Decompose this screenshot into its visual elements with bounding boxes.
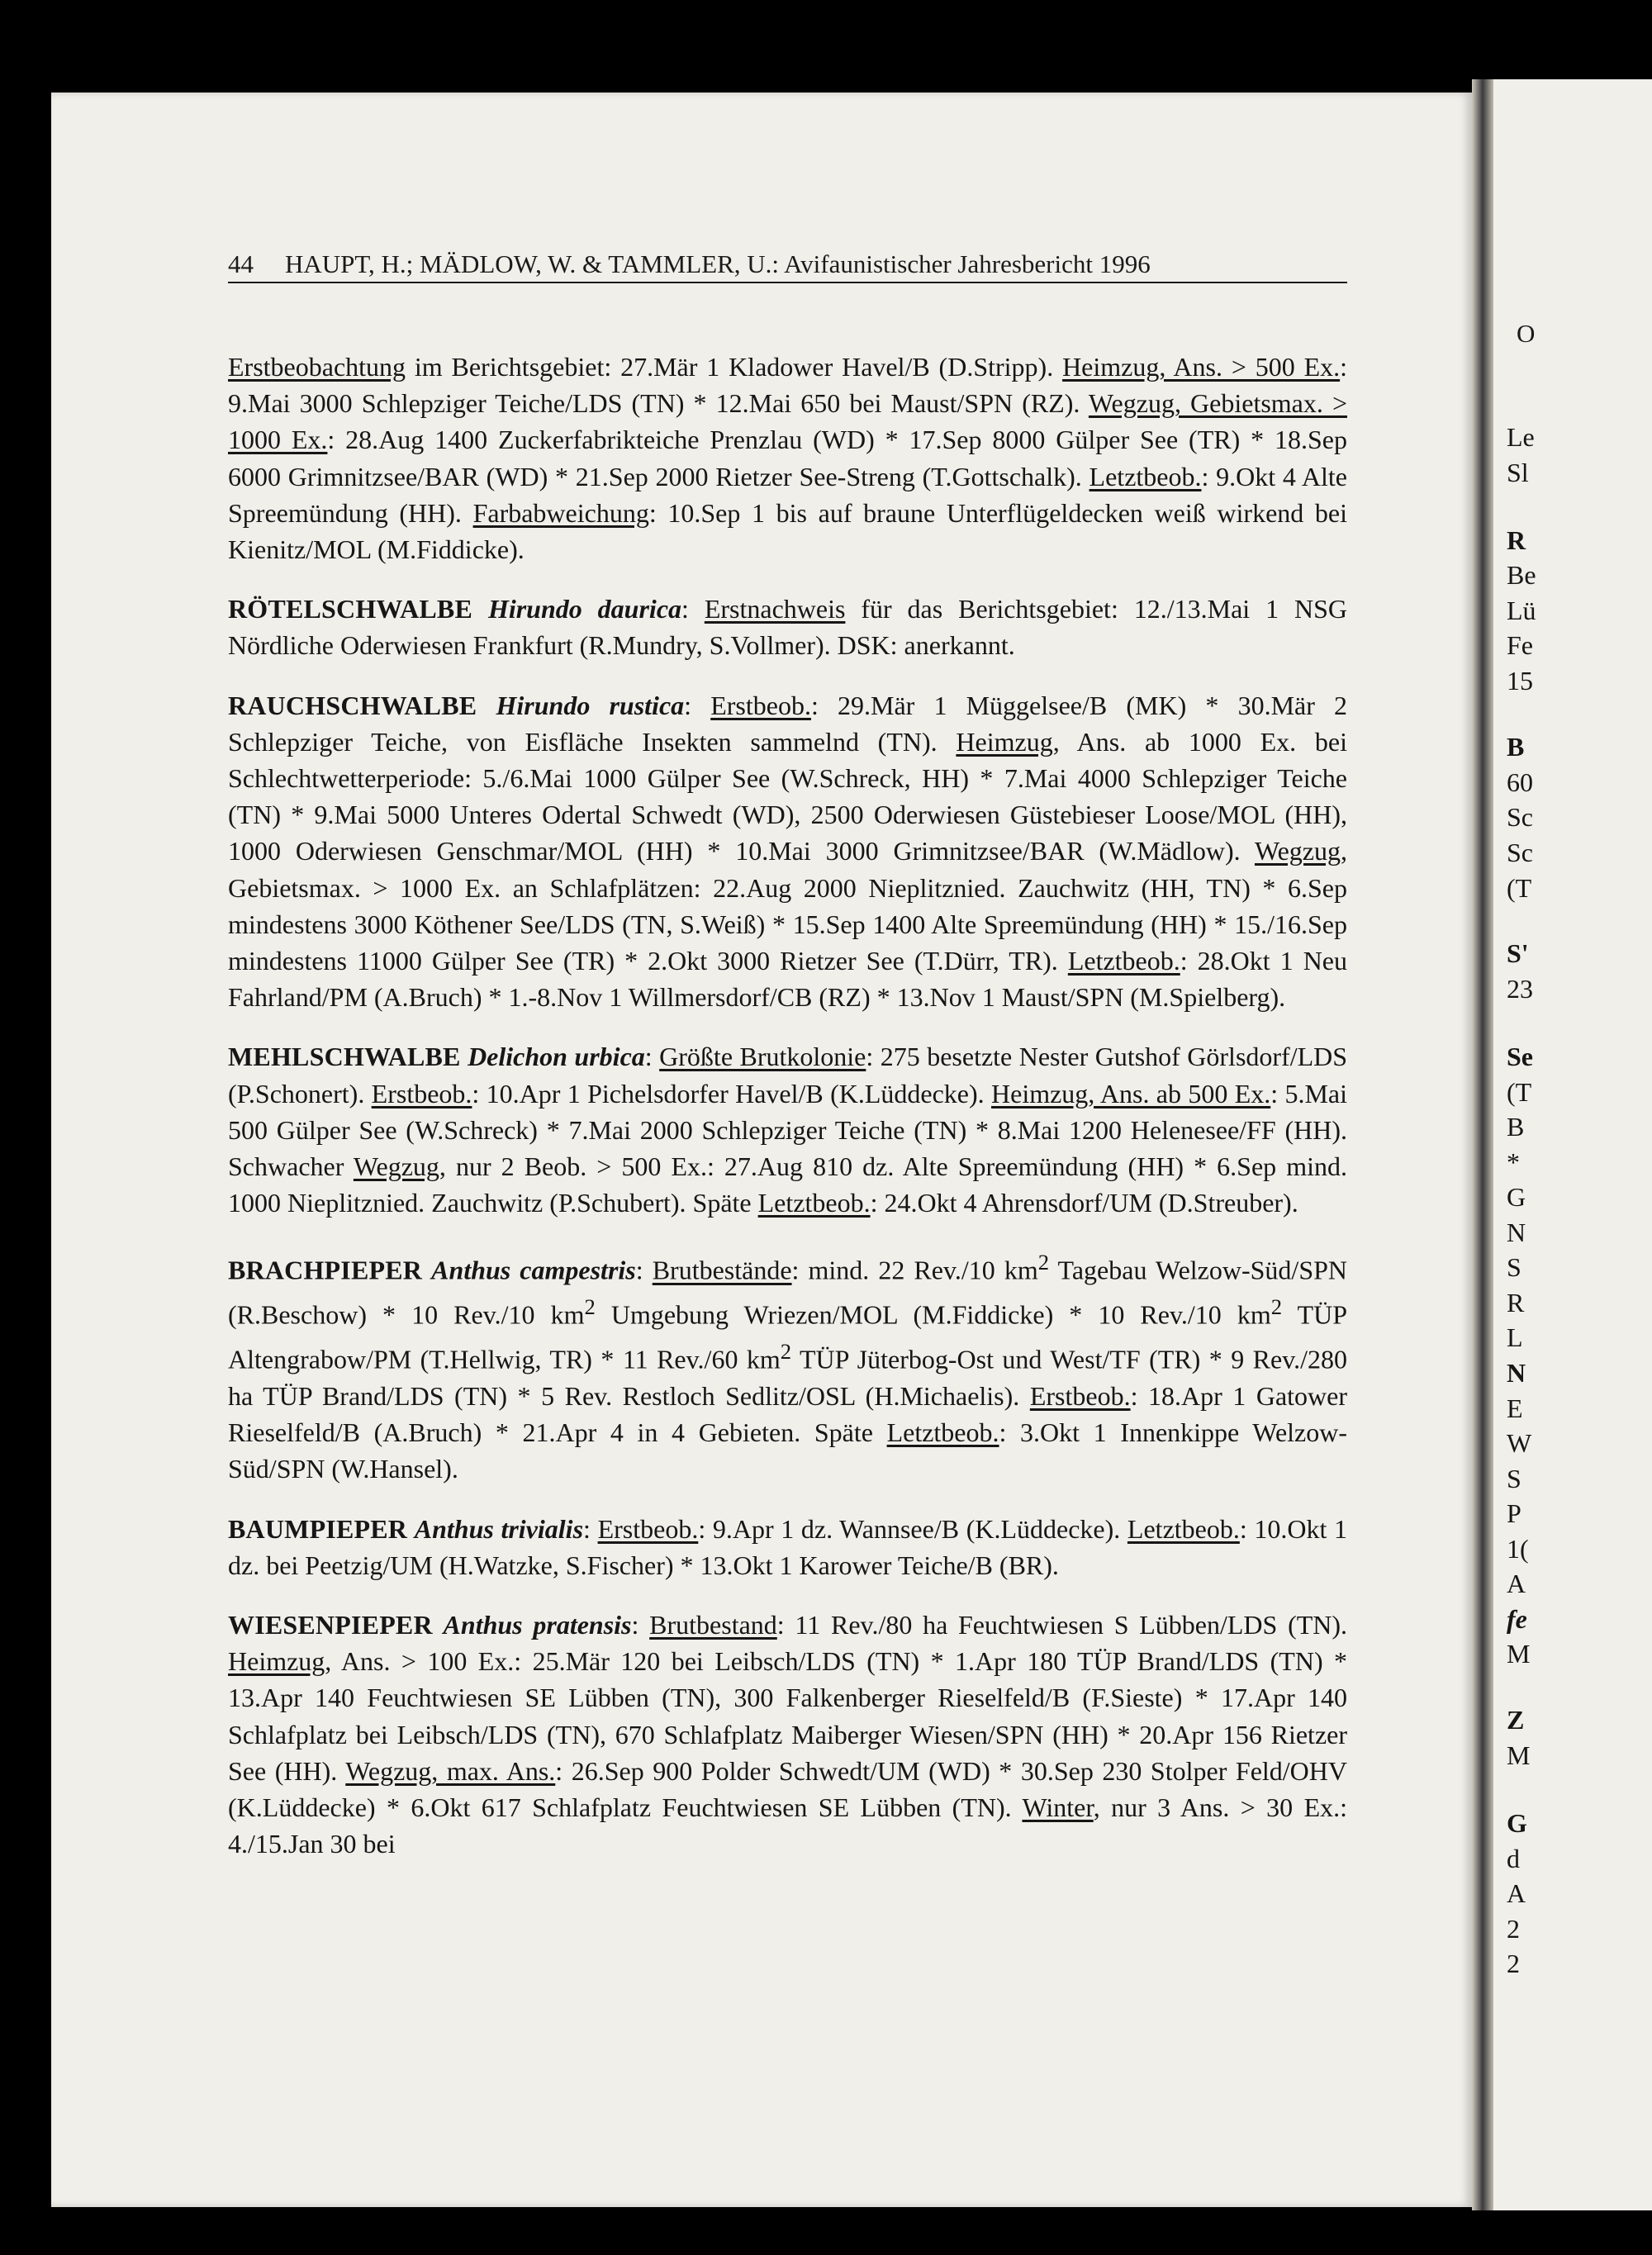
entry-text: : 26.Sep 900 Polder Schwedt/UM (WD) * 30.Sep 230 Stolper Feld/OHV (K.Lüddecke) * 6.Okt 617 Schlafplatz Feuchtwiesen SE Lübben (TN).: [228, 1755, 1348, 1823]
term-label: Erstbeob.: [1029, 1381, 1131, 1412]
entry-rauchschwalbe: RAUCHSCHWALBE Hirundo rustica: Erstbeob.: 29.Mär 1 Müggelsee/B (MK) * 30.Mär 2 Schlepziger Teiche, von Eisfläche Insekten sammelnd (TN). Heimzug, Ans. ab 1000 Ex. bei Schlechtwetterperiode: 5./6.Mai 1000 Gülper See (W.Schreck, HH) * 7.Mai 4000 Schlepziger Teiche (TN) * 9.Mai 5000 Unteres Odertal Schwedt (WD), 2500 Oderwiesen Güstebieser Loose/MOL (HH), 1000 Oderwiesen Genschmar/MOL (HH) * 10.Mai 3000 Grimnitzsee/BAR (W.Mädlow). Wegzug, Gebietsmax. > 1000 Ex. an Schlafplätzen: 22.Aug 2000 Nieplitznied. Zauchwitz (HH, TN) * 6.Sep mindestens 3000 Köthener See/LDS (TN, S.Weiß) * 15.Sep 1400 Alte Spreemündung (HH) * 15./16.Sep mindestens 11000 Gülper See (TR) * 2.Okt 3000 Rietzer See (T.Dürr, TR). Letztbeob.: 28.Okt 1 Neu Fahrland/PM (A.Bruch) * 1.-8.Nov 1 Willmersdorf/CB (RZ) * 13.Nov 1 Maust/SPN (M.Spielberg).: [228, 690, 1348, 1013]
entry-text: : 28.Okt 1 Neu Fahrland/PM (A.Bruch) * 1.-8.Nov 1 Willmersdorf/CB (RZ) * 13.Nov 1 Maust/SPN (M.Spielberg).: [228, 946, 1348, 1013]
right-page-line-fragment: 1(: [1507, 1534, 1529, 1564]
term-label: Letztbeob.: [1089, 461, 1202, 491]
superscript: 2: [1270, 1294, 1283, 1320]
entry-text: : 29.Mär 1 Müggelsee/B (MK) * 30.Mär 2 Schlepziger Teiche, von Eisfläche Insekten sammelnd (TN).: [228, 690, 1348, 757]
entry-text: : 10.Okt 1 dz. bei Peetzig/UM (H.Watzke, S.Fischer) * 13.Okt 1 Karower Teiche/B (BR).: [228, 1513, 1348, 1580]
right-page-line-fragment: G: [1507, 1182, 1526, 1212]
entry-text: Umgebung Wriezen/MOL (M.Fiddicke) * 10 Rev./10 km: [595, 1299, 1271, 1330]
superscript: 2: [780, 1339, 792, 1365]
right-page-line-fragment: d: [1507, 1844, 1520, 1873]
entry-text: : 11 Rev./80 ha Feuchtwiesen S Lübben/LDS (TN).: [776, 1610, 1348, 1640]
entry-roetelschwalbe: RÖTELSCHWALBE Hirundo daurica: Erstnachweis für das Berichtsgebiet: 12./13.Mai 1 NSG Nördliche Oderwiesen Frankfurt (R.Mundry, S.Vollmer). DSK: anerkannt.: [228, 594, 1347, 661]
species-name: RAUCHSCHWALBE: [228, 690, 477, 720]
right-page-line-fragment: M: [1507, 1639, 1531, 1669]
right-page-line-fragment: Be: [1507, 560, 1536, 590]
entry-text: : 10.Sep 1 bis auf braune Unterflügeldecken weiß wirkend bei Kienitz/MOL (M.Fiddicke).: [228, 497, 1348, 565]
entry-text: : 28.Aug 1400 Zuckerfabrikteiche Prenzlau (WD) * 17.Sep 8000 Gülper See (TR) * 18.Sep 6000 Grimnitzsee/BAR (WD) * 21.Sep 2000 Rietzer See-Streng (T.Gottschalk).: [228, 425, 1348, 491]
right-page-line-fragment: Le: [1507, 422, 1535, 452]
entry-text: : 9.Mai 3000 Schlepziger Teiche/LDS (TN) * 12.Mai 650 bei Maust/SPN (RZ).: [228, 352, 1348, 419]
right-page-line-fragment: N: [1507, 1218, 1526, 1247]
right-page-line-fragment: Sl: [1507, 458, 1529, 487]
right-page-line-fragment: Fe: [1507, 630, 1533, 660]
right-page-header-fragment: O: [1517, 319, 1536, 348]
entry-baumpieper: BAUMPIEPER Anthus trivialis: Erstbeob.: 9.Apr 1 dz. Wannsee/B (K.Lüddecke). Letztbeob.: 10.Okt 1 dz. bei Peetzig/UM (H.Watzke, S.Fischer) * 13.Okt 1 Karower Teiche/B (BR).: [228, 1513, 1348, 1580]
term-label: Heimzug: [228, 1646, 325, 1677]
term-label: Erstbeob.: [371, 1078, 472, 1109]
term-label: Erstbeob.: [710, 690, 811, 720]
right-page-line-fragment: Sc: [1507, 802, 1533, 832]
right-page-line-fragment: Sc: [1507, 838, 1533, 867]
right-page-line-fragment: M: [1507, 1740, 1531, 1770]
entry-text: TÜP Jüterbog-Ost und West/TF (TR) * 9 Rev./280 ha TÜP Brand/LDS (TN) * 5 Rev. Restloch Sedlitz/OSL (H.Michaelis).: [228, 1344, 1348, 1412]
right-page-line-fragment: *: [1507, 1147, 1520, 1177]
entry-text: : 10.Apr 1 Pichelsdorfer Havel/B (K.Lüddecke).: [472, 1078, 991, 1109]
term-label: Größte Brutkolonie: [659, 1042, 866, 1072]
book-gutter: [1472, 79, 1493, 2210]
right-page-line-fragment: (T: [1507, 873, 1532, 903]
entry-text: TÜP Altengrabow/PM (T.Hellwig, TR) * 11 Rev./60 km: [228, 1299, 1348, 1374]
right-page-line-fragment: B: [1507, 1112, 1525, 1142]
entry-wiesenpieper: WIESENPIEPER Anthus pratensis: Brutbestand: 11 Rev./80 ha Feuchtwiesen S Lübben/LDS (TN). Heimzug, Ans. > 100 Ex.: 25.Mär 120 bei Leibsch/LDS (TN) * 1.Apr 180 TÜP Brand/LDS (TN) * 13.Apr 140 Feuchtwiesen SE Lübben (TN), 300 Falkenberger Rieselfeld/B (F.Sieste) * 17.Apr 140 Schlafplatz bei Leibsch/LDS (TN), 670 Schlafplatz Maiberger Wiesen/SPN (HH) * 20.Apr 156 Rietzer See (HH). Wegzug, max. Ans.: 26.Sep 900 Polder Schwedt/UM (WD) * 30.Sep 230 Stolper Feld/OHV (K.Lüddecke) * 6.Okt 617 Schlafplatz Feuchtwiesen SE Lübben (TN). Winter, nur 3 Ans. > 30 Ex.: 4./15.Jan 30 bei: [228, 1610, 1348, 1859]
entry-intro: [228, 349, 1347, 567]
term-label: Letztbeob.: [886, 1417, 999, 1448]
right-page-line-fragment: E: [1507, 1393, 1523, 1423]
term-label: Wegzug: [353, 1151, 439, 1182]
right-page-edge: [1493, 79, 1652, 2210]
species-name: RÖTELSCHWALBE: [228, 594, 473, 624]
entry-text: : 24.Okt 4 Ahrensdorf/UM (D.Streuber).: [870, 1188, 1298, 1218]
right-page-line-fragment: P: [1507, 1498, 1521, 1528]
term-label: Heimzug: [956, 726, 1053, 757]
term-label: Erstnachweis: [704, 594, 846, 624]
species-scientific-name: Anthus pratensis: [443, 1610, 632, 1640]
term-label: Farbabweichung: [472, 497, 649, 528]
term-label: Wegzug, Gebietsmax. > 1000 Ex.: [228, 388, 1348, 455]
right-page-line-fragment: A: [1507, 1878, 1526, 1908]
species-name: BRACHPIEPER: [228, 1256, 423, 1286]
right-page-line-fragment: (T: [1507, 1077, 1532, 1107]
right-page-line-fragment: 2: [1507, 1914, 1520, 1944]
right-page-line-fragment: L: [1507, 1322, 1523, 1352]
species-scientific-name: Anthus trivialis: [414, 1513, 584, 1544]
page-number: 44: [228, 249, 254, 278]
term-label: Letztbeob.: [1127, 1513, 1240, 1544]
entry-text: : 3.Okt 1 Innenkippe Welzow-Süd/SPN (W.Hansel).: [228, 1417, 1348, 1484]
term-label: Erstbeobachtung: [228, 352, 406, 382]
entry-text: , nur 3 Ans. > 30 Ex.: 4./15.Jan 30 bei: [228, 1792, 1348, 1859]
term-label: Erstbeob.: [597, 1513, 699, 1544]
right-page-line-fragment: S: [1507, 1252, 1521, 1282]
term-label: Letztbeob.: [757, 1188, 871, 1218]
entry-text: : 9.Apr 1 dz. Wannsee/B (K.Lüddecke).: [698, 1513, 1127, 1544]
right-page-line-fragment: fe: [1507, 1604, 1527, 1634]
right-page-line-fragment: 15: [1507, 666, 1533, 695]
entry-text: für das Berichtsgebiet: 12./13.Mai 1 NSG Nördliche Oderwiesen Frankfurt (R.Mundry, S.Vollmer). DSK: anerkannt.: [228, 594, 1347, 661]
right-page-line-fragment: 60: [1507, 767, 1533, 797]
entry-text: , nur 2 Beob. > 500 Ex.: 27.Aug 810 dz. Alte Spreemündung (HH) * 6.Sep mind. 1000 Nieplitznied. Zauchwitz (P.Schubert). Späte: [228, 1151, 1348, 1218]
entry-text: : 5.Mai 500 Gülper See (W.Schreck) * 7.Mai 2000 Schlepziger Teiche (TN) * 8.Mai 1200 Helenesee/FF (HH). Schwacher: [228, 1078, 1348, 1182]
entry-text: , Ans. ab 1000 Ex. bei Schlechtwetterperiode: 5./6.Mai 1000 Gülper See (W.Schreck, HH) * 7.Mai 4000 Schlepziger Teiche (TN) * 9.Mai 5000 Unteres Odertal Schwedt (WD), 2500 Oderwiesen Güstebieser Loose/MOL (HH), 1000 Oderwiesen Genschmar/MOL (HH) * 10.Mai 3000 Grimnitzsee/BAR (W.Mädlow).: [228, 726, 1348, 866]
header-title: HAUPT, H.; MÄDLOW, W. & TAMMLER, U.: Avifaunistischer Jahresbericht 1996: [285, 249, 1151, 278]
right-page-line-fragment: W: [1507, 1428, 1532, 1458]
entry-text: : 18.Apr 1 Gatower Rieselfeld/B (A.Bruch) * 21.Apr 4 in 4 Gebieten. Späte: [228, 1381, 1348, 1448]
right-page-line-fragment: Se: [1507, 1042, 1533, 1071]
species-scientific-name: Hirundo daurica: [487, 594, 682, 624]
right-page-line-fragment: B: [1507, 732, 1525, 762]
term-label: Wegzug, max. Ans.: [345, 1755, 556, 1786]
species-name: WIESENPIEPER: [228, 1610, 433, 1640]
term-label: Wegzug: [1254, 836, 1341, 866]
species-name: BAUMPIEPER: [228, 1513, 408, 1544]
term-label: Heimzug, Ans. ab 500 Ex.: [991, 1078, 1271, 1109]
right-page-line-fragment: S': [1507, 938, 1529, 968]
right-page-line-fragment: Z: [1507, 1705, 1525, 1735]
entry-text: im Berichtsgebiet: 27.Mär 1 Kladower Havel/B (D.Stripp).: [406, 352, 1063, 382]
right-page-line-fragment: R: [1507, 525, 1526, 555]
right-page-line-fragment: G: [1507, 1808, 1527, 1838]
term-label: Letztbeob.: [1067, 946, 1180, 976]
species-name: MEHLSCHWALBE: [228, 1042, 461, 1072]
entry-text: : 275 besetzte Nester Gutshof Görlsdorf/LDS (P.Schonert).: [228, 1042, 1348, 1109]
running-header: [228, 249, 1347, 283]
species-scientific-name: Hirundo rustica: [496, 690, 685, 720]
right-page-line-fragment: Lü: [1507, 596, 1536, 625]
right-page-line-fragment: A: [1507, 1569, 1526, 1598]
term-label: Brutbestände: [652, 1256, 792, 1286]
term-label: Winter: [1022, 1792, 1094, 1823]
right-page-line-fragment: S: [1507, 1464, 1521, 1493]
entry-text: , Gebietsmax. > 1000 Ex. an Schlafplätzen: 22.Aug 2000 Nieplitznied. Zauchwitz (HH, TN) * 6.Sep mindestens 3000 Köthener See/LDS (TN, S.Weiß) * 15.Sep 1400 Alte Spreemündung (HH) * 15./16.Sep mindestens 11000 Gülper See (TR) * 2.Okt 3000 Rietzer See (T.Dürr, TR).: [228, 836, 1347, 976]
entry-text: : mind. 22 Rev./10 km: [791, 1256, 1038, 1286]
entry-text: : 9.Okt 4 Alte Spreemündung (HH).: [228, 461, 1348, 528]
entry-mehlschwalbe: MEHLSCHWALBE Delichon urbica: Größte Brutkolonie: 275 besetzte Nester Gutshof Görlsdorf/LDS (P.Schonert). Erstbeob.: 10.Apr 1 Pichelsdorfer Havel/B (K.Lüddecke). Heimzug, Ans. ab 500 Ex.: 5.Mai 500 Gülper See (W.Schreck) * 7.Mai 2000 Schlepziger Teiche (TN) * 8.Mai 1200 Helenesee/FF (HH). Schwacher Wegzug, nur 2 Beob. > 500 Ex.: 27.Aug 810 dz. Alte Spreemündung (HH) * 6.Sep mind. 1000 Nieplitznied. Zauchwitz (P.Schubert). Späte Letztbeob.: 24.Okt 4 Ahrensdorf/UM (D.Streuber).: [228, 1042, 1348, 1218]
right-page-line-fragment: 23: [1507, 974, 1533, 1004]
right-page-line-fragment: R: [1507, 1288, 1525, 1317]
term-label: Brutbestand: [649, 1610, 777, 1640]
entry-text: , Ans. > 100 Ex.: 25.Mär 120 bei Leibsch/LDS (TN) * 1.Apr 180 TÜP Brand/LDS (TN) * 13.Apr 140 Feuchtwiesen SE Lübben (TN), 300 Falkenberger Rieselfeld/B (F.Sieste) * 17.Apr 140 Schlafplatz bei Leibsch/LDS (TN), 670 Schlafplatz Maiberger Wiesen/SPN (HH) * 20.Apr 156 Rietzer See (HH).: [228, 1646, 1347, 1786]
superscript: 2: [584, 1294, 596, 1320]
species-scientific-name: Delichon urbica: [468, 1042, 645, 1072]
entry-brachpieper: BRACHPIEPER Anthus campestris: Brutbestände: mind. 22 Rev./10 $km^2$ Tagebau Welzow-Süd/SPN (R.Beschow) * 10 Rev./10 $km^2$ Umgebung Wriezen/MOL (M.Fiddicke) * 10 Rev./10 $km^2$ TÜP Altengrabow/PM (T.Hellwig, TR) * 11 Rev./60 $km^2$ TÜP Jüterbog-Ost und West/TF (TR) * 9 Rev./280 ha TÜP Brand/LDS (TN) * 5 Rev. Restloch Sedlitz/OSL (H.Michaelis). Erstbeob.: 18.Apr 1 Gatower Rieselfeld/B (A.Bruch) * 21.Apr 4 in 4 Gebieten. Späte Letztbeob.: 3.Okt 1 Innenkippe Welzow-Süd/SPN (W.Hansel).: [228, 1250, 1348, 1484]
species-scientific-name: Anthus campestris: [431, 1256, 636, 1286]
superscript: 2: [1037, 1250, 1050, 1275]
report-body: [228, 349, 1347, 1885]
entry-text: Tagebau Welzow-Süd/SPN (R.Beschow) * 10 Rev./10 km: [228, 1256, 1348, 1330]
term-label: Heimzug, Ans. > 500 Ex.: [1062, 352, 1341, 382]
right-page-line-fragment: 2: [1507, 1949, 1520, 1978]
right-page-line-fragment: N: [1507, 1358, 1526, 1388]
